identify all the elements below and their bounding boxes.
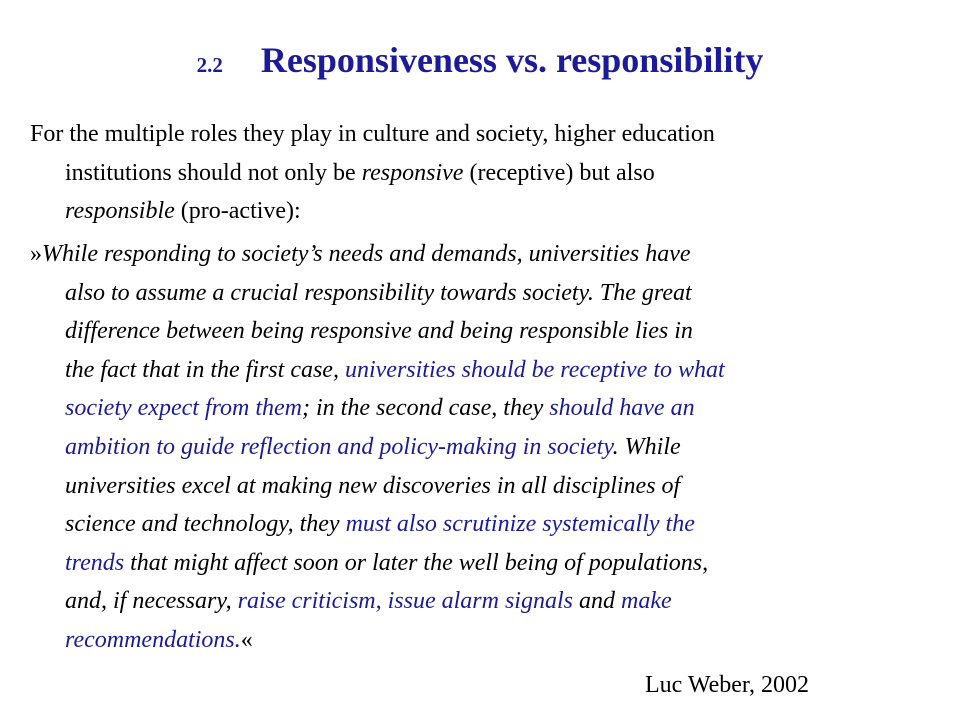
quote-line: and, if necessary, raise criticism, issue alarm signals and make xyxy=(65,588,672,615)
highlight-text: make xyxy=(620,588,672,615)
highlight-text: trends xyxy=(65,549,125,576)
emphasis-responsible: responsible xyxy=(65,198,175,225)
quote-line: society expect from them; in the second case, they should have an xyxy=(65,395,695,422)
quote-line: universities excel at making new discoveries in all disciplines of xyxy=(65,472,681,499)
intro-line: For the multiple roles they play in culture and society, higher education xyxy=(30,121,715,147)
quote-line: the fact that in the first case, universities should be receptive to what xyxy=(65,356,725,383)
quote-line: difference between being responsive and being responsible lies in xyxy=(65,318,693,345)
section-number: 2.2 xyxy=(196,53,223,77)
highlight-text: raise criticism, issue alarm signals xyxy=(237,588,573,615)
highlight-text: ambition to guide reflection and policy-making in society xyxy=(65,433,613,460)
intro-line: institutions should not only be responsive (receptive) but also xyxy=(65,159,655,186)
quote-line: ambition to guide reflection and policy-making in society. While xyxy=(65,433,681,460)
highlight-text: must also scrutinize systemically the xyxy=(345,511,695,538)
close-quote-mark: « xyxy=(240,626,253,653)
quote-line: »While responding to society’s needs and demands, universities have xyxy=(30,241,691,267)
quote-line xyxy=(30,621,950,660)
quote-line: also to assume a crucial responsibility towards society. The great xyxy=(65,279,692,306)
attribution: Luc Weber, 2002 xyxy=(645,672,809,698)
quote-line: science and technology, they must also scrutinize systemically the xyxy=(65,511,695,538)
intro-line: responsible (pro-active): xyxy=(65,198,301,225)
slide-title xyxy=(0,36,960,89)
intro-paragraph xyxy=(30,115,950,231)
quote-paragraph xyxy=(30,235,950,660)
highlight-text: should have an xyxy=(549,395,695,422)
highlight-text: society expect from them xyxy=(65,395,303,422)
open-quote-mark: » xyxy=(30,241,42,267)
highlight-text: recommendations. xyxy=(65,626,241,653)
emphasis-responsive: responsive xyxy=(361,159,464,186)
highlight-text: universities should be receptive to what xyxy=(344,356,725,383)
title-text: Responsiveness vs. responsibility xyxy=(260,40,764,80)
quote-line: trends that might affect soon or later the well being of populations, xyxy=(65,549,709,576)
